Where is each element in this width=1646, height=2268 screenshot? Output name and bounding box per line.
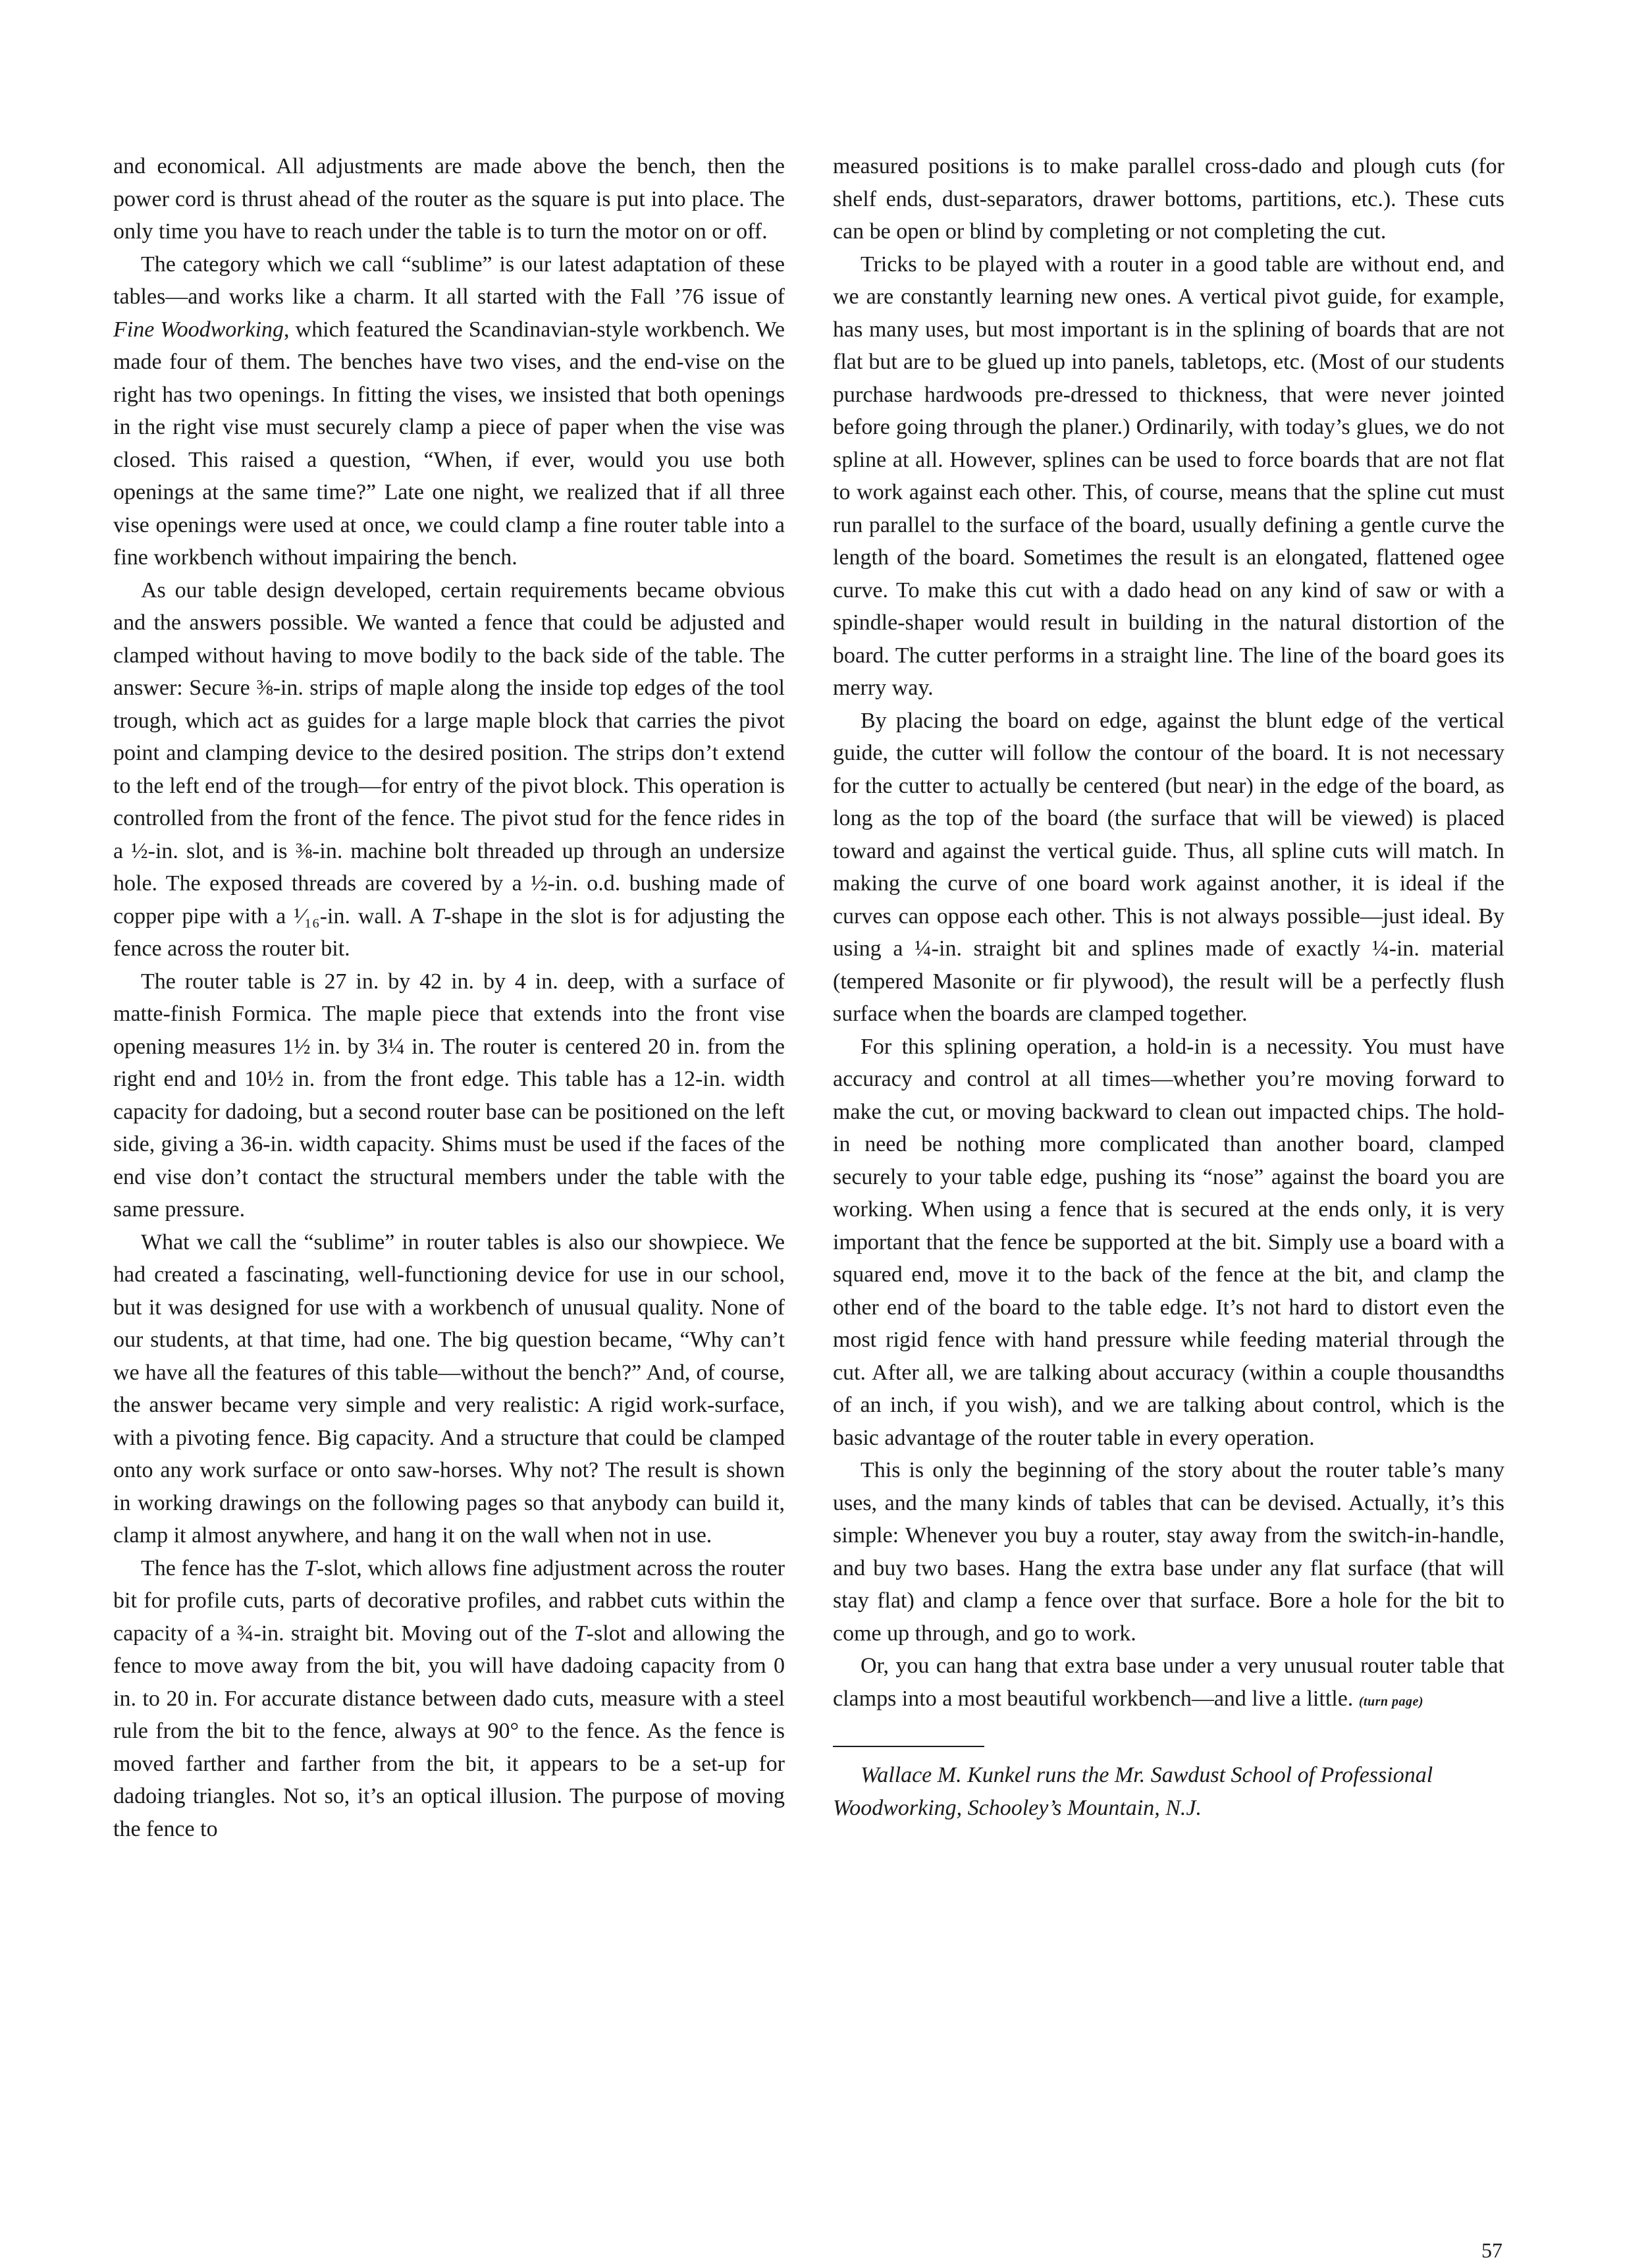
text-run: -slot, which allows fine adjustment across the router bit for profile cuts, parts of decorative profiles, and rabbet cuts within the capacity of a ¾-in. straight bit. Moving out of the [113,1555,785,1646]
text-run: -shape in the slot is for adjusting the fence across the router bit. [113,904,785,961]
text-run: , which featured the Scandinavian-style workbench. We made four of them. The benches have two vises, and the end-vise on the right has two openings. In fitting the vises, we insisted that both openings in the right vise must securely clamp a piece of paper when the vise was closed. This raised a question, “When, if ever, would you use both openings at the same time?” Late one night, we realized that if all three vise openings were used at once, we could clamp a fine router table into a fine workbench without impairing the bench. [113,317,785,570]
text-run: The category which we call “sublime” is our latest adaptation of these tables—and works like a charm. It all started with the Fall ’76 issue of [113,252,785,309]
paragraph [113,248,785,574]
text-run: As our table design developed, certain requirements became obvious and the answers possible. We wanted a fence that could be adjusted and clamped without having to move bodily to the back side of the table. The answer: Secure ⅜-in. strips of maple along the inside top edges of the tool trough, which act as guides for a large maple block that carries the pivot point and clamping device to the desired position. The strips don’t extend to the left end of the trough—for entry of the pivot block. This operation is controlled from the front of the fence. The pivot stud for the fence rides in a ½-in. slot, and is ⅜-in. machine bolt threaded up through an undersize hole. The exposed threads are covered by a ½-in. o.d. bushing made of copper pipe with a ¹⁄₁₆-in. wall. A [113,578,785,929]
paragraph: By placing the board on edge, against the blunt edge of the vertical guide, the cutter will follow the contour of the board. It is not necessary for the cutter to actually be centered (but near) in the edge of the board, as long as the top of the board (the surface that will be viewed) is placed toward and against the vertical guide. Thus, all spline cuts will match. In making the curve of one board work against another, it is ideal if the curves can oppose each other. This is not always possible—just ideal. By using a ¼-in. straight bit and splines made of exactly ¼-in. material (tempered Masonite or fir plywood), the result will be a perfectly flush surface when the boards are clamped together. [833,708,1504,1026]
paragraph [113,1552,785,1846]
paragraph: This is only the beginning of the story about the router table’s many uses, and the many kinds of tables that can be devised. Actually, it’s this simple: Whenever you buy a router, stay away from the switch-in-handle, and buy two bases. Hang the extra base under any flat surface (that will stay flat) and clamp a fence over that surface. Bore a hole for the bit to come up through, and go to work. [833,1458,1504,1646]
page-number: 57 [1481,2238,1502,2262]
paragraph: What we call the “sublime” in router tables is also our showpiece. We had created a fascinating, well-functioning device for use in our school, but it was designed for use with a workbench of unusual quality. None of our students, at that time, had one. The big question became, “Why can’t we have all the features of this table—without the bench?” And, of course, the answer became very simple and very realistic: A rigid work-surface, with a pivoting fence. Big capacity. And a structure that could be clamped onto any work surface or onto saw-horses. Why not? The result is shown in working drawings on the following pages so that anybody can build it, clamp it almost anywhere, and hang it on the wall when not in use. [113,1229,785,1548]
paragraph: The router table is 27 in. by 42 in. by 4 in. deep, with a surface of matte-finish Formica. The maple piece that extends into the front vise opening measures 1½ in. by 3¼ in. The router is centered 20 in. from the right end and 10½ in. from the front edge. This table has a 12-in. width capacity for dadoing, but a second router base can be positioned on the left side, giving a 36-in. width capacity. Shims must be used if the faces of the end vise don’t contact the structural members under the table with the same pressure. [113,969,785,1222]
footnote-rule [833,1746,984,1747]
paragraph: measured positions is to make parallel cross-dado and plough cuts (for shelf ends, dust-separators, drawer bottoms, partitions, etc.). These cuts can be open or blind by completing or not completing the cut. [833,154,1504,244]
paragraph: Tricks to be played with a router in a good table are without end, and we are constantly learning new ones. A vertical pivot guide, for example, has many uses, but most important is in the splining of boards that are not flat but are to be glued up into panels, tabletops, etc. (Most of our students purchase hardwoods pre-dressed to thickness, that were never jointed before going through the planer.) Ordinarily, with today’s glues, we do not spline at all. However, splines can be used to force boards that are not flat to work against each other. This, of course, means that the spline cut must run parallel to the surface of the board, usually defining a gentle curve the length of the board. Sometimes the result is an elongated, flattened ogee curve. To make this cut with a dado head on any kind of saw or with a spindle-shaper would result in building in the natural distortion of the board. The cutter performs in a straight line. The line of the board goes its merry way. [833,252,1504,700]
paragraph: For this splining operation, a hold-in is a necessity. You must have accuracy and control at all times—whether you’re moving forward to make the cut, or moving backward to clean out impacted chips. The hold-in need be nothing more complicated than another board, clamped securely to your table edge, pushing its “nose” against the board you are working. When using a fence that is secured at the ends only, it is very important that the fence be supported at the bit. Simply use a board with a squared end, move it to the back of the fence at the bit, and clamp the other end of the board to the table edge. It’s not hard to distort even the most rigid fence with hand pressure while feeding material through the cut. After all, we are talking about accuracy (within a couple thousandths of an inch, if you wish), and we are talking about control, which is the basic advantage of the router table in every operation. [833,1034,1504,1450]
author-credit: Wallace M. Kunkel runs the Mr. Sawdust School of Professional Woodworking, Schooley’s Mountain, N.J. [833,1763,1433,1820]
paragraph [113,574,785,965]
t-letter: T [573,1621,587,1646]
text-run: The fence has the [141,1555,304,1580]
paragraph: and economical. All adjustments are made above the bench, then the power cord is thrust ahead of the router as the square is put into place. The only time you have to reach under the table is to turn the motor on or off. [113,154,785,244]
t-letter: T [304,1555,317,1580]
text-run: -slot and allowing the fence to move away from the bit, you will have dadoing capacity from 0 in. to 20 in. For accurate distance between dado cuts, measure with a steel rule from the bit to the fence, always at 90° to the fence. As the fence is moved farther and farther from the bit, it appears to be a set-up for dadoing triangles. Not so, it’s an optical illusion. The purpose of moving the fence to [113,1621,785,1841]
magazine-title: Fine Woodworking [113,317,284,342]
paragraph [833,1650,1504,1718]
text-run: Or, you can hang that extra base under a very unusual router table that clamps into a most beautiful workbench—and live a little. [833,1654,1504,1711]
turn-page-note: (turn page) [1358,1694,1424,1709]
t-letter: T [431,904,444,929]
right-column [833,150,1504,1824]
left-column [113,150,785,1845]
